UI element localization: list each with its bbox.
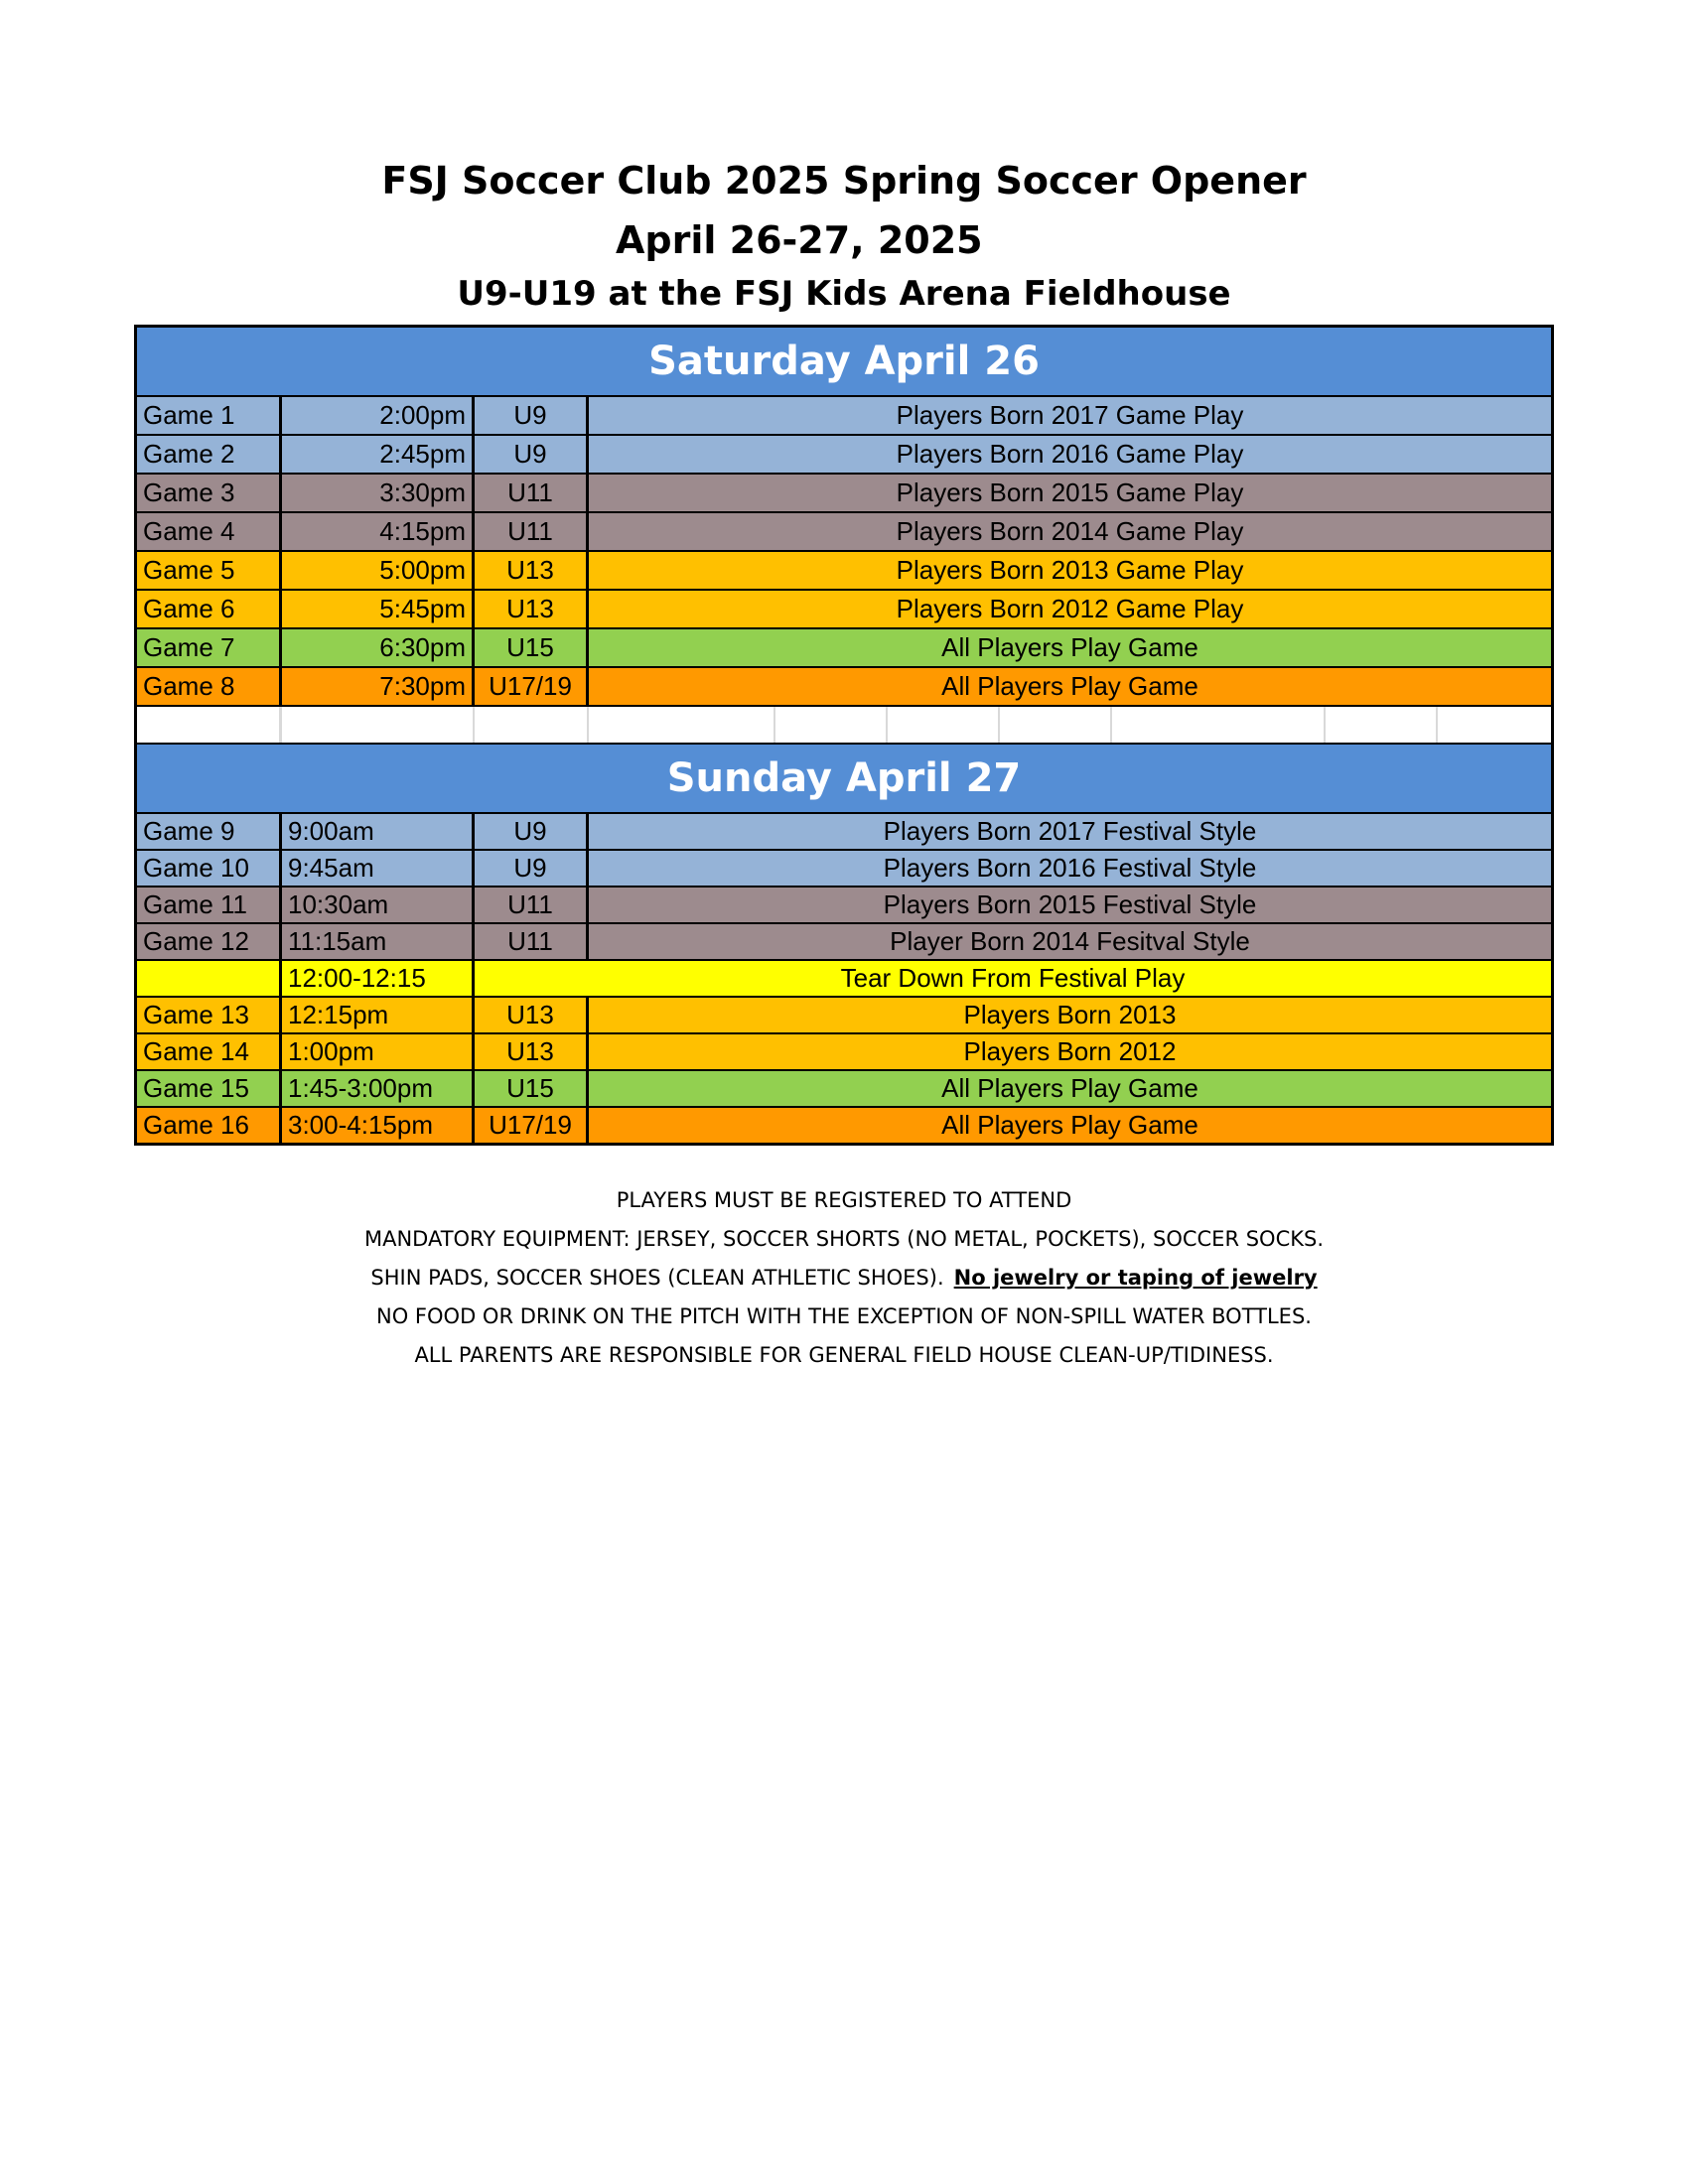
description-cell: Players Born 2014 Game Play <box>589 513 1551 550</box>
game-cell: Game 14 <box>137 1034 282 1069</box>
note-jewelry-warning: No jewelry or taping of jewelry <box>953 1266 1318 1290</box>
note-equipment: MANDATORY EQUIPMENT: JERSEY, SOCCER SHORTS (NO METAL, POCKETS), SOCCER SOCKS. <box>363 1227 1325 1251</box>
age-cell: U11 <box>475 924 589 959</box>
age-cell: U15 <box>475 629 589 666</box>
note-cleanup: ALL PARENTS ARE RESPONSIBLE FOR GENERAL FIELD HOUSE CLEAN-UP/TIDINESS. <box>414 1343 1274 1367</box>
sunday-header: Sunday April 27 <box>137 745 1551 814</box>
game-cell: Game 16 <box>137 1108 282 1143</box>
description-cell: Tear Down From Festival Play <box>475 961 1551 996</box>
description-cell: Players Born 2015 Festival Style <box>589 887 1551 922</box>
event-subtitle: U9-U19 at the FSJ Kids Arena Fieldhouse <box>457 274 1231 314</box>
time-cell: 9:00am <box>282 814 475 849</box>
age-cell: U13 <box>475 552 589 589</box>
table-row <box>137 552 1551 591</box>
description-cell: All Players Play Game <box>589 629 1551 666</box>
game-cell: Game 5 <box>137 552 282 589</box>
description-cell: Players Born 2013 Game Play <box>589 552 1551 589</box>
note-food-drink: NO FOOD OR DRINK ON THE PITCH WITH THE EXCEPTION OF NON-SPILL WATER BOTTLES. <box>376 1304 1312 1328</box>
time-cell: 4:15pm <box>282 513 475 550</box>
table-row <box>137 1108 1551 1143</box>
time-cell: 12:15pm <box>282 998 475 1032</box>
saturday-header: Saturday April 26 <box>137 328 1551 397</box>
age-cell: U15 <box>475 1071 589 1106</box>
rules-notes <box>0 1181 1688 1375</box>
table-row <box>137 851 1551 887</box>
note-shin-pads <box>0 1259 1688 1297</box>
game-cell: Game 9 <box>137 814 282 849</box>
description-cell: Players Born 2012 Game Play <box>589 591 1551 627</box>
table-row <box>137 591 1551 629</box>
table-row <box>137 1034 1551 1071</box>
spacer-cell <box>1112 707 1326 743</box>
game-cell: Game 1 <box>137 397 282 434</box>
table-row <box>137 397 1551 436</box>
table-row <box>137 513 1551 552</box>
spacer-cell <box>475 707 589 743</box>
age-cell: U11 <box>475 475 589 511</box>
table-row <box>137 814 1551 851</box>
table-row <box>137 961 1551 998</box>
spacer-cell <box>1438 707 1551 743</box>
description-cell: Players Born 2017 Festival Style <box>589 814 1551 849</box>
spacer-cell <box>589 707 775 743</box>
game-cell: Game 7 <box>137 629 282 666</box>
description-cell: Player Born 2014 Fesitval Style <box>589 924 1551 959</box>
age-cell: U11 <box>475 513 589 550</box>
description-cell: All Players Play Game <box>589 1108 1551 1143</box>
time-cell: 6:30pm <box>282 629 475 666</box>
age-cell: U13 <box>475 998 589 1032</box>
game-cell: Game 13 <box>137 998 282 1032</box>
time-cell: 11:15am <box>282 924 475 959</box>
game-cell: Game 4 <box>137 513 282 550</box>
event-dates: April 26-27, 2025 <box>616 218 983 262</box>
spacer-cell <box>1000 707 1112 743</box>
age-cell: U17/19 <box>475 668 589 705</box>
age-cell: U9 <box>475 397 589 434</box>
time-cell: 5:45pm <box>282 591 475 627</box>
game-cell: Game 11 <box>137 887 282 922</box>
time-cell: 5:00pm <box>282 552 475 589</box>
table-row <box>137 998 1551 1034</box>
time-cell: 1:00pm <box>282 1034 475 1069</box>
schedule-table <box>134 325 1554 1146</box>
spacer-cell <box>1326 707 1438 743</box>
description-cell: Players Born 2016 Game Play <box>589 436 1551 473</box>
table-row <box>137 1071 1551 1108</box>
description-cell: All Players Play Game <box>589 1071 1551 1106</box>
time-cell: 12:00-12:15 <box>282 961 475 996</box>
description-cell: Players Born 2016 Festival Style <box>589 851 1551 886</box>
time-cell: 7:30pm <box>282 668 475 705</box>
game-cell: Game 10 <box>137 851 282 886</box>
spacer-cell <box>888 707 1000 743</box>
age-cell: U11 <box>475 887 589 922</box>
game-cell: Game 8 <box>137 668 282 705</box>
time-cell: 10:30am <box>282 887 475 922</box>
age-cell: U9 <box>475 851 589 886</box>
note-shin-pads-text: SHIN PADS, SOCCER SHOES (CLEAN ATHLETIC SHOES). <box>370 1266 944 1290</box>
description-cell: Players Born 2015 Game Play <box>589 475 1551 511</box>
page-title: FSJ Soccer Club 2025 Spring Soccer Opener <box>381 159 1307 203</box>
description-cell: Players Born 2017 Game Play <box>589 397 1551 434</box>
table-row <box>137 475 1551 513</box>
game-cell: Game 3 <box>137 475 282 511</box>
game-cell <box>137 961 282 996</box>
table-row <box>137 887 1551 924</box>
description-cell: Players Born 2013 <box>589 998 1551 1032</box>
spacer-cell <box>282 707 475 743</box>
game-cell: Game 15 <box>137 1071 282 1106</box>
description-cell: All Players Play Game <box>589 668 1551 705</box>
time-cell: 1:45-3:00pm <box>282 1071 475 1106</box>
time-cell: 9:45am <box>282 851 475 886</box>
table-row <box>137 924 1551 961</box>
game-cell: Game 2 <box>137 436 282 473</box>
spacer-cell <box>775 707 888 743</box>
description-cell: Players Born 2012 <box>589 1034 1551 1069</box>
age-cell: U13 <box>475 1034 589 1069</box>
age-cell: U9 <box>475 436 589 473</box>
table-row <box>137 668 1551 707</box>
age-cell: U17/19 <box>475 1108 589 1143</box>
game-cell: Game 6 <box>137 591 282 627</box>
time-cell: 3:00-4:15pm <box>282 1108 475 1143</box>
spacer-cell <box>137 707 282 743</box>
time-cell: 2:00pm <box>282 397 475 434</box>
note-registration: PLAYERS MUST BE REGISTERED TO ATTEND <box>616 1188 1072 1212</box>
table-row <box>137 629 1551 668</box>
spacer-row <box>137 707 1551 745</box>
game-cell: Game 12 <box>137 924 282 959</box>
table-row <box>137 436 1551 475</box>
age-cell: U13 <box>475 591 589 627</box>
time-cell: 3:30pm <box>282 475 475 511</box>
age-cell: U9 <box>475 814 589 849</box>
time-cell: 2:45pm <box>282 436 475 473</box>
